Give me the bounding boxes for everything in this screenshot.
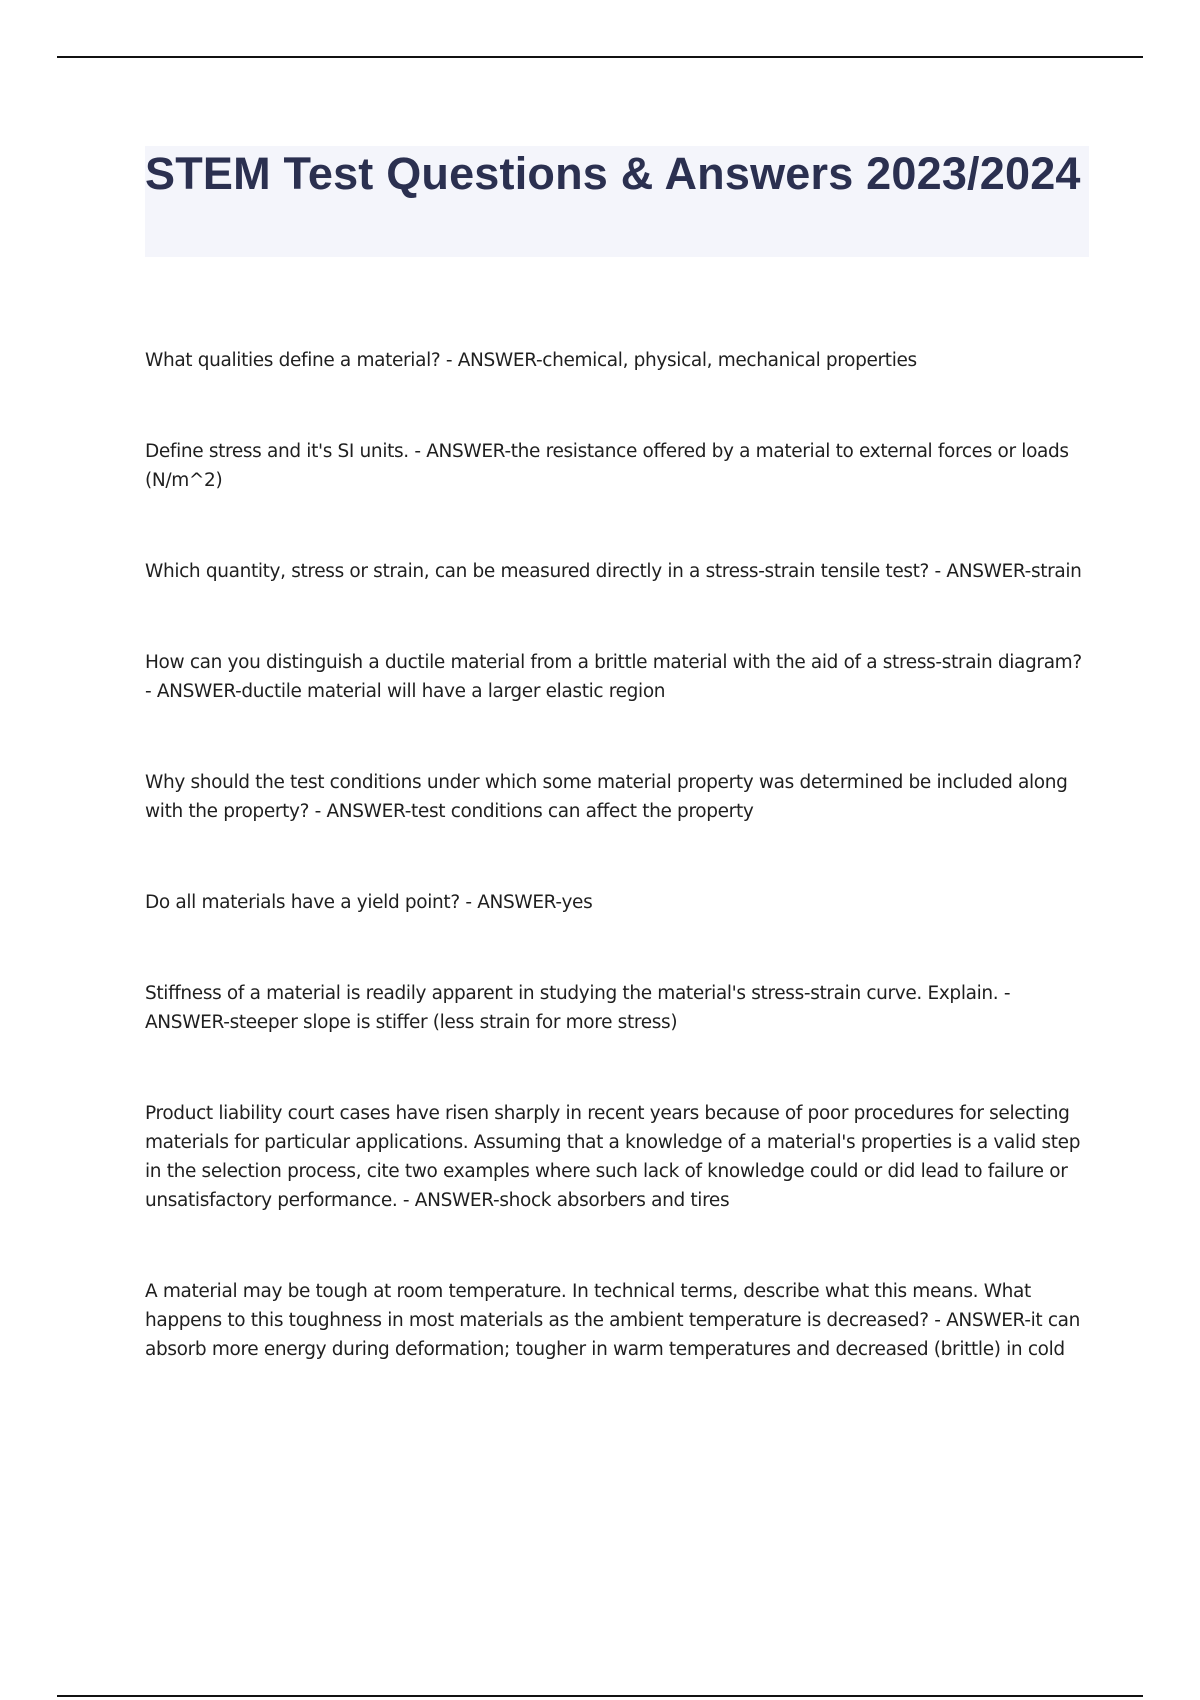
qa-item-9 [145, 1277, 1089, 1364]
qa-item-6 [145, 888, 1089, 917]
answer-text: strain [1030, 561, 1082, 582]
answer-text: chemical, physical, mechanical properties [542, 350, 917, 371]
answer-text: ductile material will have a larger elastic region [241, 681, 666, 702]
qa-list [145, 346, 1089, 1426]
answer-separator: - ANSWER- [408, 441, 511, 462]
question-text: How can you distinguish a ductile material from a brittle material with the aid of a stress-strain diagram? [145, 652, 1082, 673]
qa-item-3 [145, 557, 1089, 586]
question-text: Do all materials have a yield point? [145, 892, 460, 913]
question-text: What qualities define a material? [145, 350, 441, 371]
qa-item-2 [145, 437, 1089, 495]
answer-text: the resistance offered by a material to external forces or loads (N/m^2) [145, 441, 1069, 491]
question-text: A material may be tough at room temperature. In technical terms, describe what this means. What happens to this toughness in most materials as the ambient temperature is decreased? [145, 1281, 1031, 1331]
question-text: Stiffness of a material is readily apparent in studying the material's stress-strain curve. Explain. [145, 983, 999, 1004]
answer-separator: - ANSWER- [459, 892, 562, 913]
qa-item-8 [145, 1099, 1089, 1215]
answer-text: it can absorb more energy during deformation; tougher in warm temperatures and decreased (brittle) in cold [145, 1310, 1081, 1360]
answer-text: steeper slope is stiffer (less strain for more stress) [229, 1012, 678, 1033]
question-text: Define stress and it's SI units. [145, 441, 409, 462]
answer-separator: - ANSWER- [929, 561, 1031, 582]
answer-separator: - ANSWER- [440, 350, 543, 371]
answer-text: yes [561, 892, 593, 913]
top-rule [57, 56, 1143, 58]
question-text: Product liability court cases have risen sharply in recent years because of poor procedures for selecting materials for particular applications. Assuming that a knowledge of a material's properties is a valid step in the selection process, cite two examples where such lack of knowledge could or did lead to failure or unsatisfactory performance. [145, 1103, 1081, 1211]
answer-separator: - ANSWER- [145, 983, 1011, 1033]
qa-item-7 [145, 979, 1089, 1037]
document-title: STEM Test Questions & Answers 2023/2024 [145, 148, 1081, 199]
question-text: Why should the test conditions under which some material property was determined be included along with the property? [145, 772, 1068, 822]
qa-item-1 [145, 346, 1089, 375]
answer-separator: - ANSWER- [309, 801, 412, 822]
answer-separator: - ANSWER- [928, 1310, 1031, 1331]
answer-separator: - ANSWER- [397, 1190, 500, 1211]
question-text: Which quantity, stress or strain, can be measured directly in a stress-strain tensile test? [145, 561, 930, 582]
qa-item-5 [145, 768, 1089, 826]
answer-text: test conditions can affect the property [411, 801, 754, 822]
answer-separator: - ANSWER- [145, 681, 242, 702]
title-block [145, 146, 1089, 257]
answer-text: shock absorbers and tires [499, 1190, 730, 1211]
qa-item-4 [145, 648, 1089, 706]
bottom-rule [57, 1695, 1143, 1697]
